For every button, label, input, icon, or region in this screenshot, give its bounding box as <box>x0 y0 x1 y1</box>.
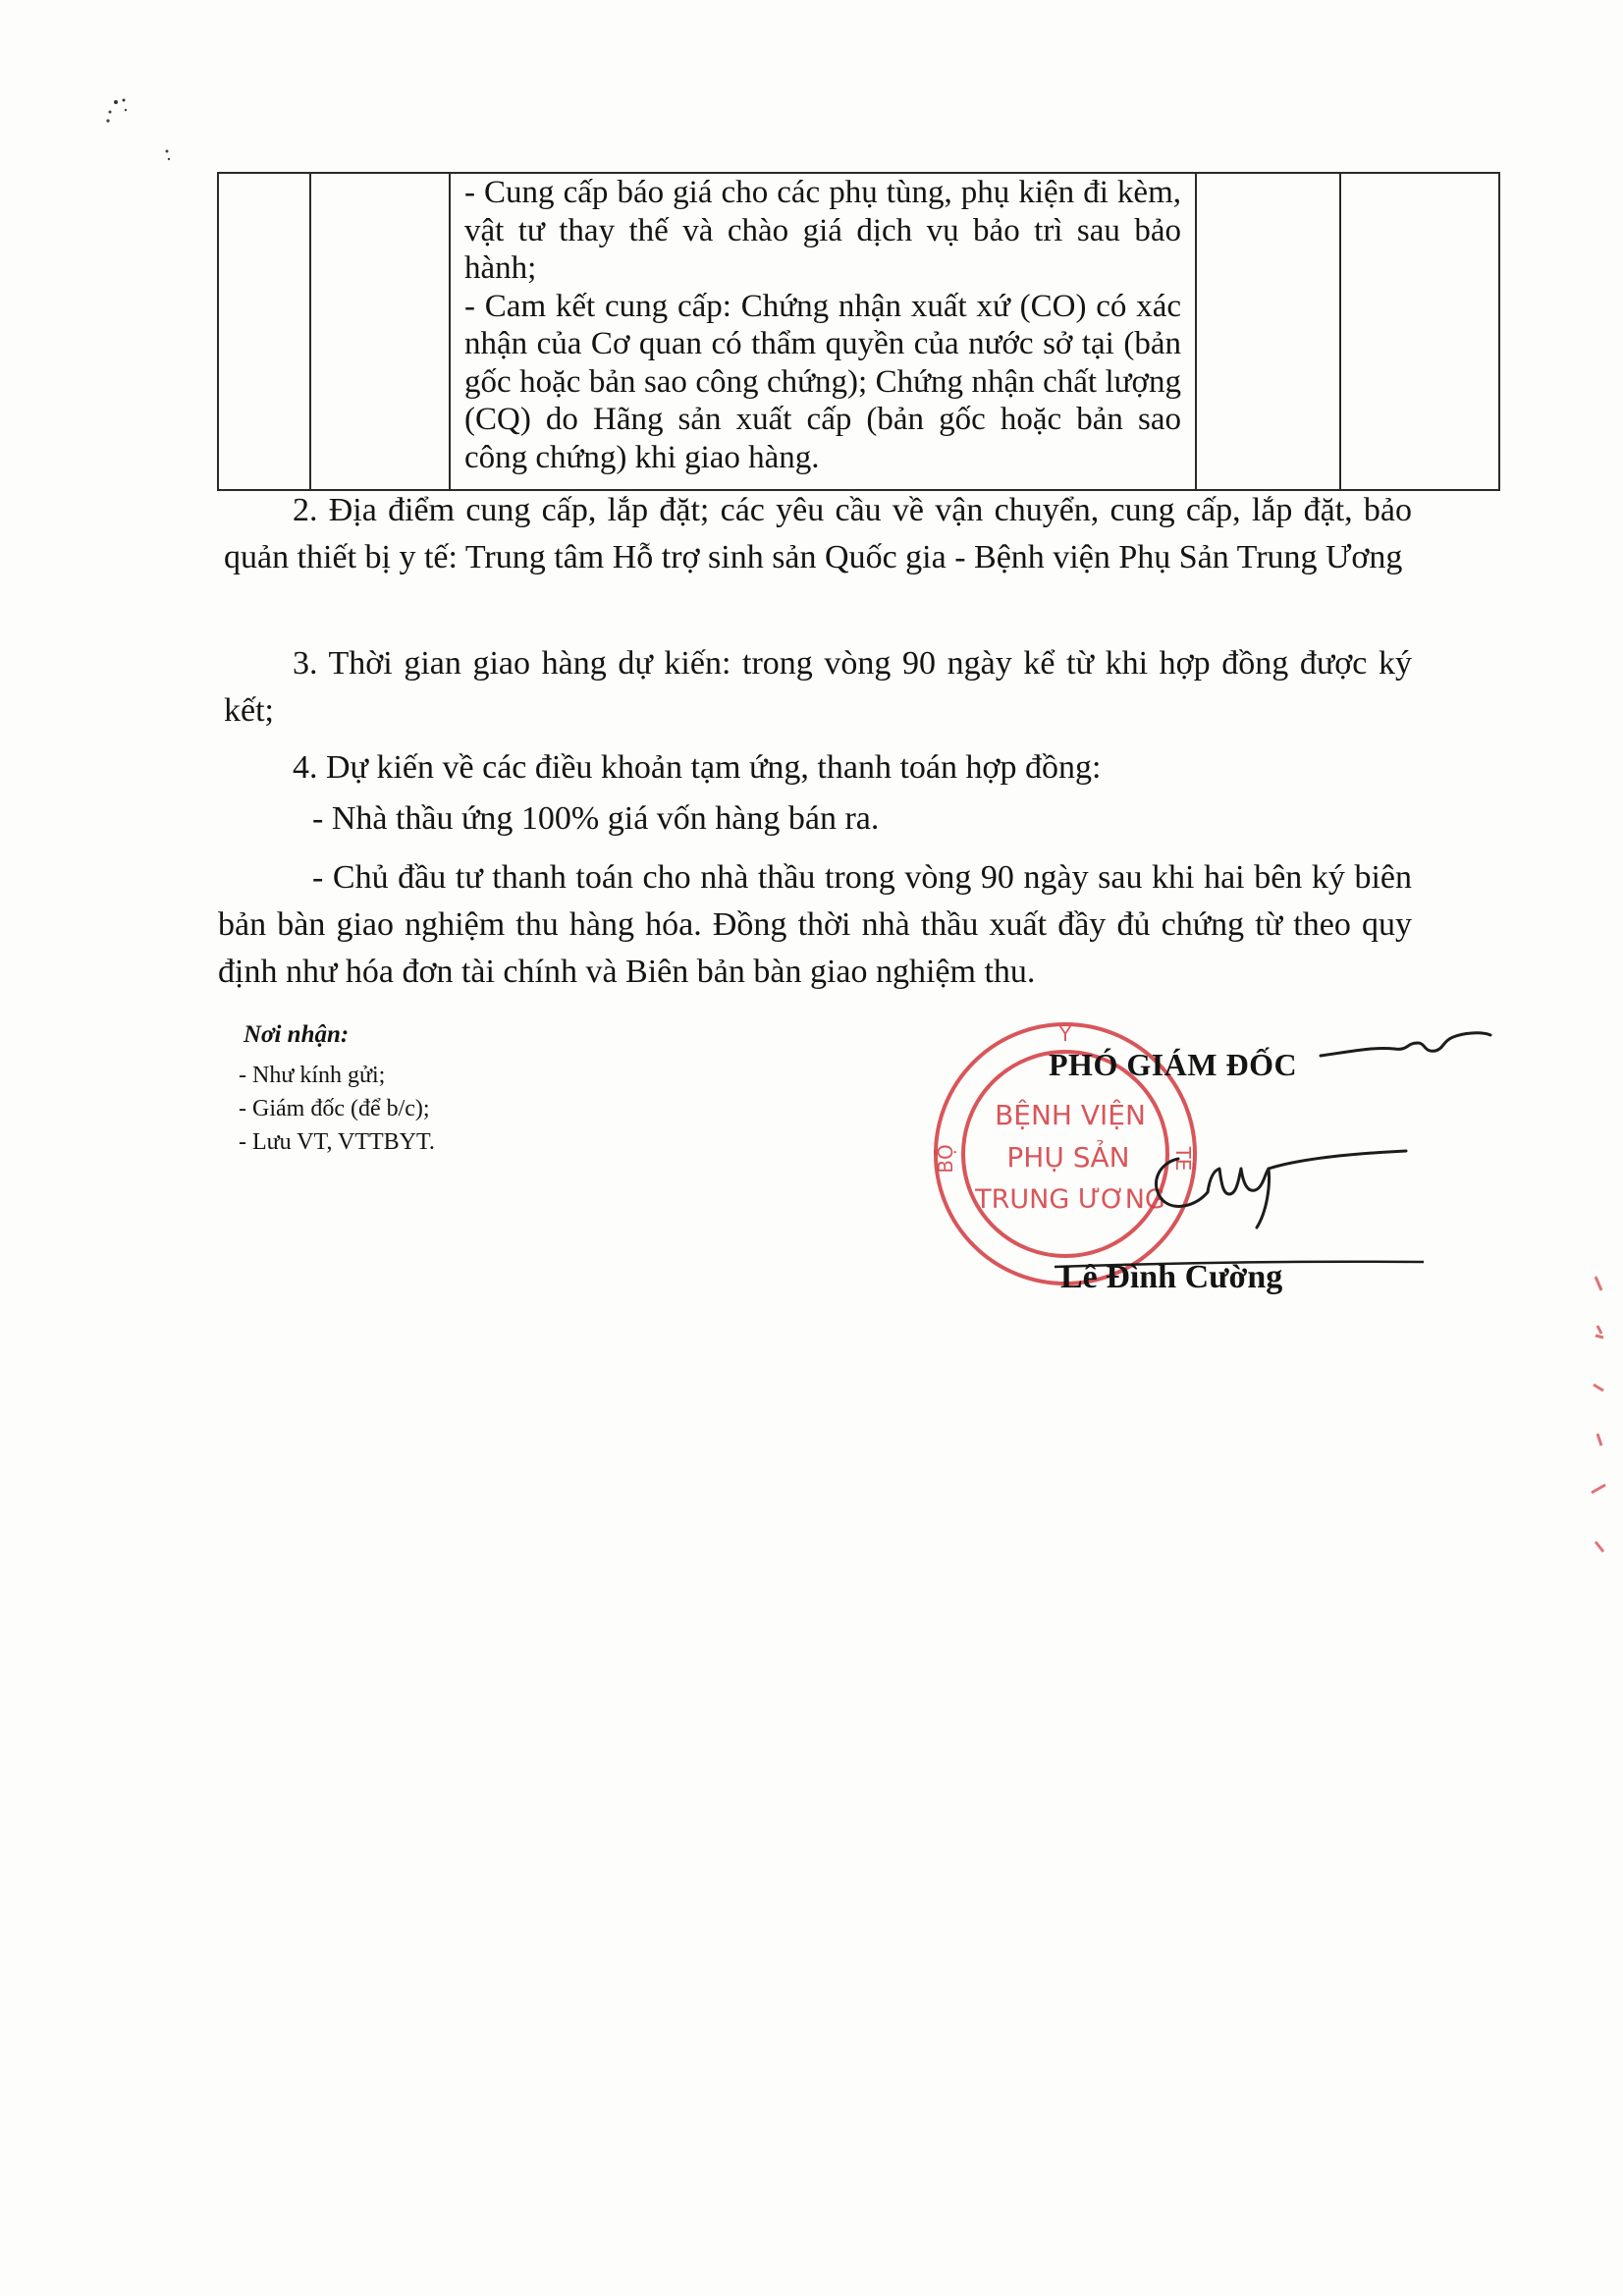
recipients-list <box>239 1059 435 1159</box>
paragraph-4-advance: - Nhà thầu ứng 100% giá vốn hàng bán ra. <box>312 800 880 837</box>
recipients-title: Nơi nhận: <box>243 1021 350 1048</box>
scan-specks <box>98 88 187 177</box>
paragraph-4-payment-text: - Chủ đầu tư thanh toán cho nhà thầu trong vòng 90 ngày sau khi hai bên ký biên bản bàn giao nghiệm thu hàng hóa. Đồng thời nhà thầu xuất đầy đủ chứng từ theo quy định như hóa đơn tài chính và Biên bản bàn giao nghiệm thu. <box>218 859 1412 990</box>
specification-table <box>217 172 1500 491</box>
signatory-name: Lê Đình Cường <box>1060 1259 1283 1295</box>
recipient-item: - Giám đốc (để b/c); <box>239 1096 430 1121</box>
table-row <box>218 173 1499 490</box>
paragraph-2-text: 2. Địa điểm cung cấp, lắp đặt; các yêu cầu về vận chuyển, cung cấp, lắp đặt, bảo quản thiết bị y tế: Trung tâm Hỗ trợ sinh sản Quốc gia - Bệnh viện Phụ Sản Trung Ương <box>224 492 1412 575</box>
seal-line-2: PHỤ SẢN <box>1006 1141 1130 1174</box>
paragraph-4-payment <box>218 854 1412 996</box>
table-cell-empty-b <box>1340 173 1499 490</box>
initial-scribble <box>1316 1021 1492 1070</box>
seal-line-1: BỆNH VIỆN <box>995 1099 1146 1131</box>
table-cell-requirements <box>450 173 1196 490</box>
handwritten-signature <box>1139 1129 1414 1237</box>
requirement-certificates: - Cam kết cung cấp: Chứng nhận xuất xứ (CO) có xác nhận của Cơ quan có thẩm quyền của nước sở tại (bản gốc hoặc bản sao công chứng); Chứng nhận chất lượng (CQ) do Hãng sản xuất cấp (bản gốc hoặc bản sao công chứng) khi giao hàng. <box>464 288 1181 475</box>
paragraph-3 <box>224 640 1412 735</box>
seal-ring-bo: BỘ <box>934 1144 957 1174</box>
requirement-quote: - Cung cấp báo giá cho các phụ tùng, phụ kiện đi kèm, vật tư thay thế và chào giá dịch vụ bảo trì sau bảo hành; <box>464 175 1181 286</box>
paragraph-3-text: 3. Thời gian giao hàng dự kiến: trong vòng 90 ngày kể từ khi hợp đồng được ký kết; <box>224 645 1412 729</box>
recipient-item: - Như kính gửi; <box>239 1063 386 1088</box>
edge-stamp-marks <box>1586 1267 1615 1561</box>
table-cell-name <box>310 173 450 490</box>
table-cell-index <box>218 173 310 490</box>
seal-line-3: TRUNG ƯƠNG <box>975 1184 1165 1215</box>
seal-ring-y: Y <box>1058 1022 1072 1046</box>
seal-ring-te: TẾ <box>1171 1146 1195 1172</box>
table-cell-empty-a <box>1196 173 1340 490</box>
recipient-item: - Lưu VT, VTTBYT. <box>239 1129 435 1155</box>
paragraph-4-heading: 4. Dự kiến về các điều khoản tạm ứng, thanh toán hợp đồng: <box>293 749 1102 786</box>
signatory-title: PHÓ GIÁM ĐỐC <box>1049 1047 1298 1082</box>
paragraph-2 <box>224 487 1412 581</box>
